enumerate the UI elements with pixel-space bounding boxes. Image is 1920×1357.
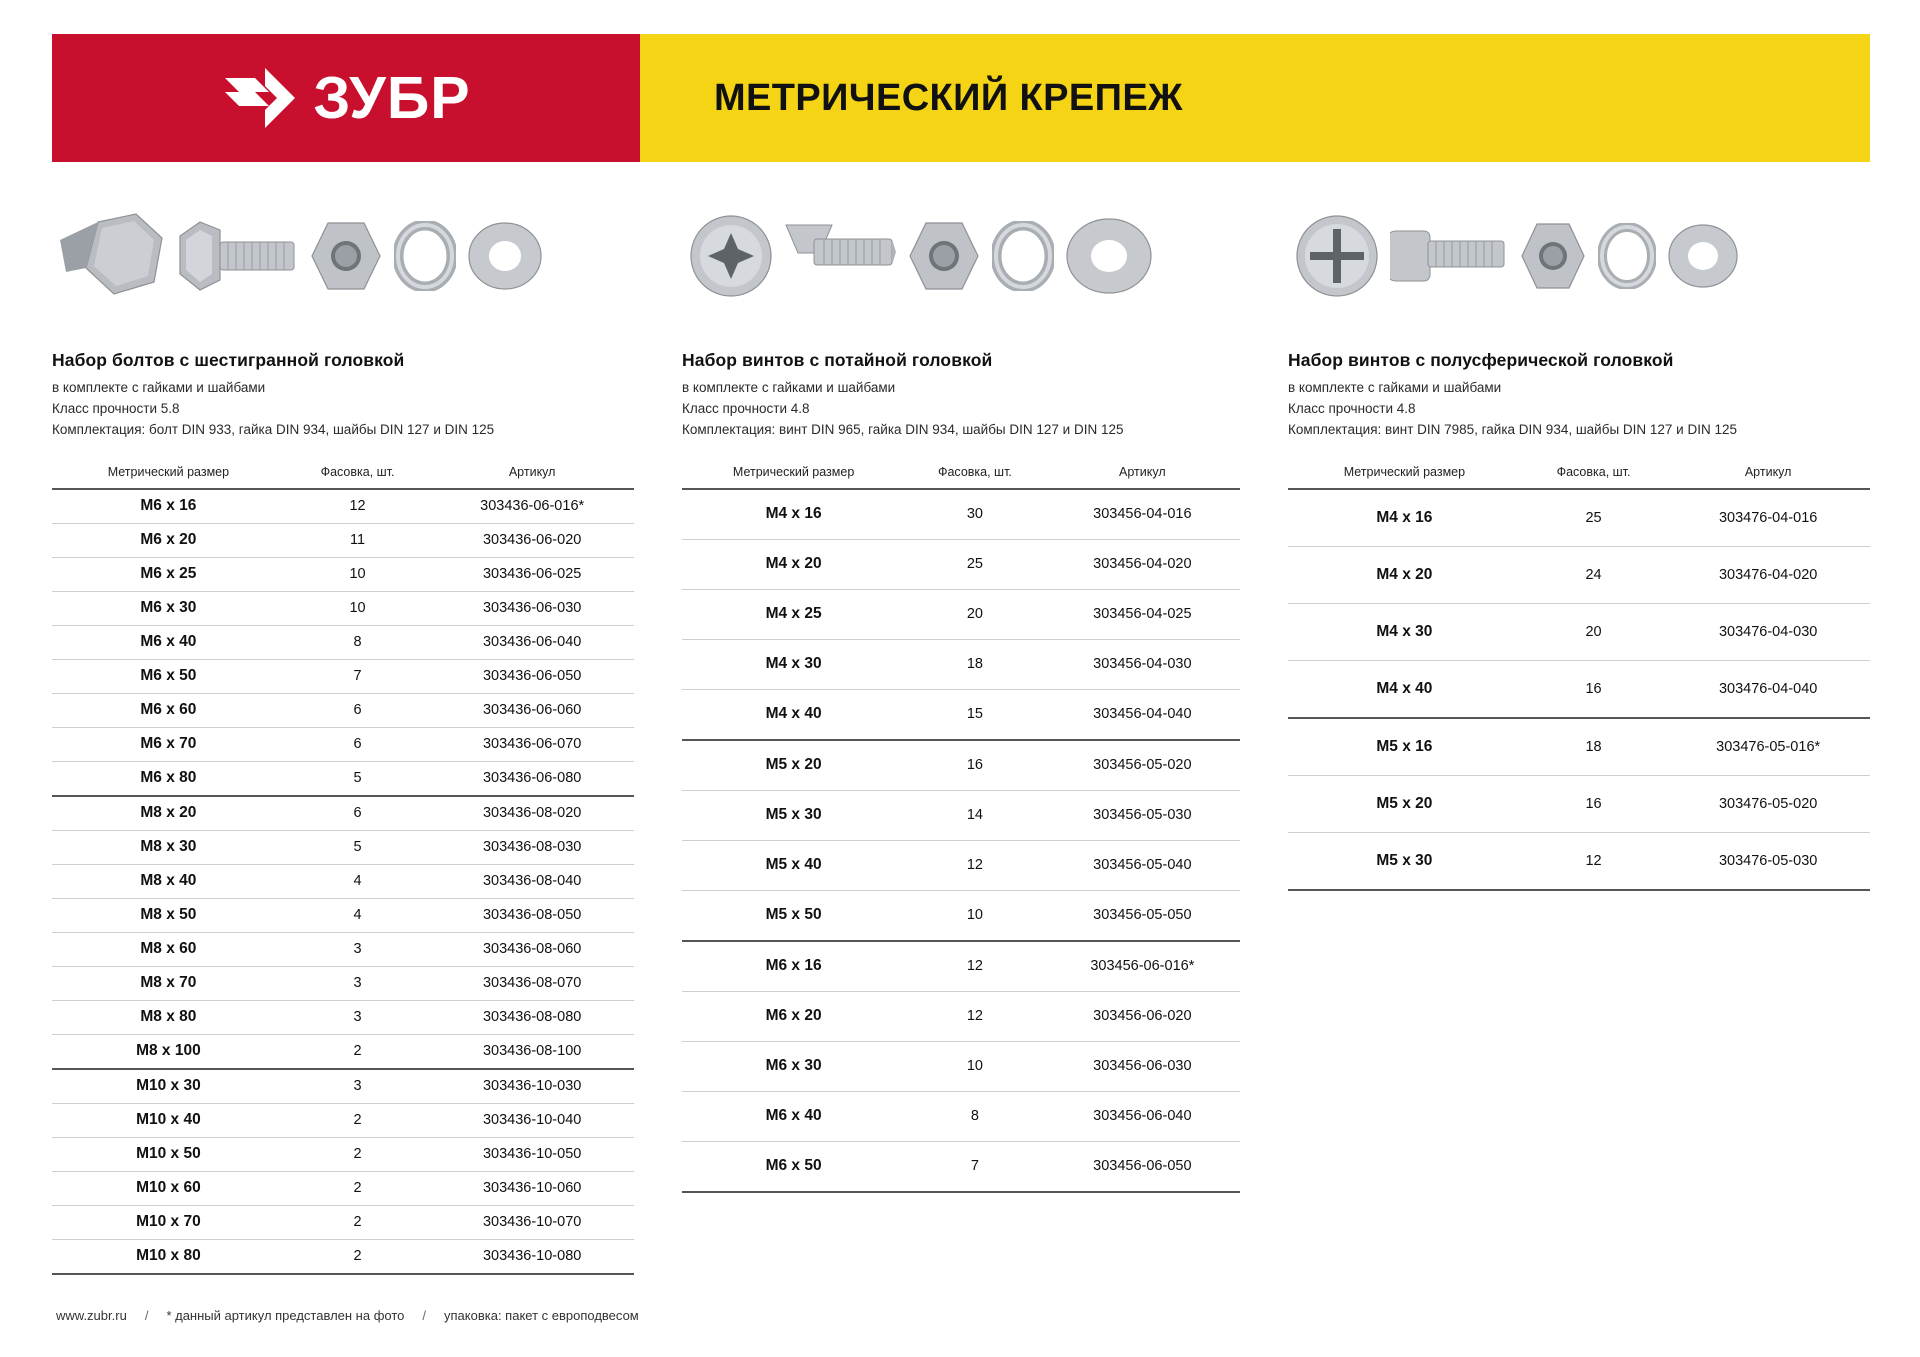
table-row	[1288, 546, 1870, 603]
page-footer	[56, 1308, 639, 1323]
cell-qty: 2	[285, 1034, 431, 1069]
table-row	[52, 898, 634, 932]
spring-washer-icon	[1598, 223, 1656, 289]
set-subtitle-3: Комплектация: винт DIN 965, гайка DIN 934, шайбы DIN 127 и DIN 125	[682, 421, 1124, 437]
cell-qty: 12	[905, 991, 1045, 1041]
table-row	[52, 966, 634, 1000]
table-row	[52, 1103, 634, 1137]
cell-sku: 303436-10-050	[430, 1137, 634, 1171]
flat-washer-icon	[1666, 222, 1740, 290]
table-row	[52, 557, 634, 591]
cell-qty: 3	[285, 966, 431, 1000]
product-table-pan-head-screws	[1288, 459, 1870, 891]
cell-qty: 2	[285, 1171, 431, 1205]
table-row	[52, 1171, 634, 1205]
cell-size: M6 x 25	[52, 557, 285, 591]
table-row	[52, 864, 634, 898]
table-row	[682, 489, 1240, 540]
cell-qty: 30	[905, 489, 1045, 540]
cell-qty: 6	[285, 727, 431, 761]
table-row	[682, 689, 1240, 740]
set-subtitle-2: Класс прочности 5.8	[52, 400, 180, 416]
cell-sku: 303456-05-030	[1045, 790, 1240, 840]
countersunk-screw-icon	[784, 213, 896, 299]
cell-qty: 7	[905, 1141, 1045, 1192]
cell-size: M8 x 50	[52, 898, 285, 932]
hex-nut-icon	[1518, 219, 1588, 293]
cell-size: M6 x 40	[52, 625, 285, 659]
table-row	[682, 539, 1240, 589]
table-body	[682, 489, 1240, 1192]
brand-logo-block	[52, 34, 640, 162]
cell-size: M8 x 20	[52, 796, 285, 831]
table-row	[682, 639, 1240, 689]
cell-size: M4 x 20	[682, 539, 905, 589]
cell-qty: 10	[285, 591, 431, 625]
product-table-hex-bolts	[52, 459, 634, 1275]
cell-size: M5 x 30	[682, 790, 905, 840]
product-image-strip	[682, 196, 1240, 316]
hex-nut-icon	[906, 217, 982, 295]
hex-bolt-icon	[176, 210, 298, 302]
cell-qty: 12	[1521, 832, 1667, 890]
cell-size: M6 x 50	[682, 1141, 905, 1192]
table-row	[52, 625, 634, 659]
table-row	[52, 932, 634, 966]
column-header-sku: Артикул	[1045, 459, 1240, 489]
cell-qty: 16	[905, 740, 1045, 791]
cell-sku: 303456-05-020	[1045, 740, 1240, 791]
cell-size: M5 x 20	[1288, 775, 1521, 832]
cell-size: M6 x 30	[682, 1041, 905, 1091]
cell-sku: 303456-06-030	[1045, 1041, 1240, 1091]
cell-size: M6 x 20	[682, 991, 905, 1041]
cell-sku: 303436-10-030	[430, 1069, 634, 1104]
cell-sku: 303436-08-050	[430, 898, 634, 932]
cell-qty: 2	[285, 1103, 431, 1137]
cell-size: M4 x 16	[1288, 489, 1521, 547]
cell-sku: 303436-08-040	[430, 864, 634, 898]
cell-qty: 11	[285, 523, 431, 557]
column-header-qty: Фасовка, шт.	[1521, 459, 1667, 489]
product-image-strip	[52, 196, 634, 316]
cell-size: M10 x 50	[52, 1137, 285, 1171]
table-row	[52, 489, 634, 524]
cell-sku: 303436-06-020	[430, 523, 634, 557]
table-row	[52, 1137, 634, 1171]
cell-qty: 12	[285, 489, 431, 524]
set-subtitle-1: в комплекте с гайками и шайбами	[1288, 380, 1502, 395]
pan-head-screw-icon	[1390, 213, 1508, 299]
table-header-row	[1288, 459, 1870, 489]
column-header-qty: Фасовка, шт.	[285, 459, 431, 489]
table-row	[52, 523, 634, 557]
cell-sku: 303456-06-016*	[1045, 941, 1240, 992]
cell-qty: 4	[285, 864, 431, 898]
cell-sku: 303456-05-050	[1045, 890, 1240, 941]
cell-qty: 10	[905, 890, 1045, 941]
footer-separator-1: /	[144, 1308, 149, 1323]
cell-sku: 303436-08-020	[430, 796, 634, 831]
cell-sku: 303436-06-080	[430, 761, 634, 796]
table-row	[682, 740, 1240, 791]
cell-sku: 303436-10-040	[430, 1103, 634, 1137]
cell-sku: 303456-04-030	[1045, 639, 1240, 689]
cell-sku: 303436-10-070	[430, 1205, 634, 1239]
cell-sku: 303476-04-040	[1666, 660, 1870, 718]
cell-size: M5 x 20	[682, 740, 905, 791]
footer-separator-2: /	[422, 1308, 427, 1323]
cell-sku: 303436-06-070	[430, 727, 634, 761]
table-row	[682, 790, 1240, 840]
cell-qty: 16	[1521, 660, 1667, 718]
cell-qty: 18	[905, 639, 1045, 689]
cell-sku: 303436-10-060	[430, 1171, 634, 1205]
table-row	[682, 589, 1240, 639]
zubr-arrow-logo-icon	[221, 62, 299, 134]
set-subtitle-2: Класс прочности 4.8	[1288, 400, 1416, 416]
hex-bolt-head-icon	[58, 206, 166, 306]
cell-sku: 303476-05-020	[1666, 775, 1870, 832]
table-row	[52, 830, 634, 864]
cell-qty: 5	[285, 761, 431, 796]
product-image-strip	[1288, 196, 1870, 316]
set-title: Набор болтов с шестигранной головкой	[52, 350, 405, 370]
table-row	[682, 840, 1240, 890]
cell-sku: 303436-08-030	[430, 830, 634, 864]
cell-size: M6 x 30	[52, 591, 285, 625]
column-header-size: Метрический размер	[52, 459, 285, 489]
table-row	[52, 727, 634, 761]
cell-size: M4 x 30	[1288, 603, 1521, 660]
flat-washer-icon	[466, 220, 544, 292]
page-title: МЕТРИЧЕСКИЙ КРЕПЕЖ	[714, 76, 1183, 119]
column-header-sku: Артикул	[430, 459, 634, 489]
cell-qty: 3	[285, 932, 431, 966]
table-row	[52, 1239, 634, 1274]
cell-qty: 8	[285, 625, 431, 659]
cell-qty: 2	[285, 1137, 431, 1171]
cell-sku: 303436-08-070	[430, 966, 634, 1000]
table-header-row	[682, 459, 1240, 489]
spring-washer-icon	[394, 221, 456, 291]
cell-size: M6 x 70	[52, 727, 285, 761]
pan-screw-head-icon	[1294, 213, 1380, 299]
hex-nut-icon	[308, 217, 384, 295]
cell-size: M10 x 60	[52, 1171, 285, 1205]
cell-qty: 25	[905, 539, 1045, 589]
cell-sku: 303436-06-025	[430, 557, 634, 591]
footer-note-packaging: упаковка: пакет с европодвесом	[444, 1308, 639, 1323]
cell-size: M5 x 30	[1288, 832, 1521, 890]
cell-sku: 303436-08-080	[430, 1000, 634, 1034]
website-link[interactable]: www.zubr.ru	[56, 1308, 127, 1323]
cell-qty: 25	[1521, 489, 1667, 547]
set-subtitle-3: Комплектация: болт DIN 933, гайка DIN 934, шайбы DIN 127 и DIN 125	[52, 421, 495, 437]
cell-qty: 12	[905, 840, 1045, 890]
cell-size: M4 x 40	[682, 689, 905, 740]
column-header-size: Метрический размер	[682, 459, 905, 489]
table-row	[52, 1034, 634, 1069]
cell-sku: 303476-04-016	[1666, 489, 1870, 547]
cell-qty: 6	[285, 796, 431, 831]
cell-size: M10 x 30	[52, 1069, 285, 1104]
cell-sku: 303476-04-030	[1666, 603, 1870, 660]
table-header-row	[52, 459, 634, 489]
cell-qty: 15	[905, 689, 1045, 740]
cell-size: M8 x 60	[52, 932, 285, 966]
cell-size: M6 x 40	[682, 1091, 905, 1141]
cell-qty: 20	[1521, 603, 1667, 660]
cell-sku: 303436-10-080	[430, 1239, 634, 1274]
cell-qty: 16	[1521, 775, 1667, 832]
table-row	[1288, 660, 1870, 718]
product-column-hex-bolts	[52, 196, 658, 1275]
set-subtitle-1: в комплекте с гайками и шайбами	[682, 380, 896, 395]
cell-qty: 2	[285, 1239, 431, 1274]
cell-size: M6 x 60	[52, 693, 285, 727]
cell-size: M10 x 70	[52, 1205, 285, 1239]
cell-size: M6 x 16	[52, 489, 285, 524]
cell-sku: 303456-04-025	[1045, 589, 1240, 639]
cell-qty: 10	[905, 1041, 1045, 1091]
cell-size: M5 x 16	[1288, 718, 1521, 776]
cell-size: M8 x 70	[52, 966, 285, 1000]
cell-qty: 20	[905, 589, 1045, 639]
cell-qty: 10	[285, 557, 431, 591]
table-row	[682, 1091, 1240, 1141]
cell-sku: 303456-06-020	[1045, 991, 1240, 1041]
table-row	[682, 890, 1240, 941]
cell-size: M4 x 16	[682, 489, 905, 540]
cell-qty: 6	[285, 693, 431, 727]
table-row	[52, 1069, 634, 1104]
table-row	[52, 796, 634, 831]
table-row	[682, 1041, 1240, 1091]
cell-sku: 303476-04-020	[1666, 546, 1870, 603]
set-title: Набор винтов с полусферической головкой	[1288, 350, 1674, 370]
set-title: Набор винтов с потайной головкой	[682, 350, 993, 370]
set-subtitle-3: Комплектация: винт DIN 7985, гайка DIN 934, шайбы DIN 127 и DIN 125	[1288, 421, 1737, 437]
cell-sku: 303456-04-020	[1045, 539, 1240, 589]
cell-size: M10 x 80	[52, 1239, 285, 1274]
table-row	[52, 659, 634, 693]
cell-sku: 303436-06-040	[430, 625, 634, 659]
cell-sku: 303456-04-016	[1045, 489, 1240, 540]
flat-washer-icon	[1064, 216, 1154, 296]
cell-qty: 14	[905, 790, 1045, 840]
cell-size: M10 x 40	[52, 1103, 285, 1137]
cell-qty: 3	[285, 1069, 431, 1104]
table-row	[1288, 603, 1870, 660]
cell-qty: 4	[285, 898, 431, 932]
table-row	[1288, 832, 1870, 890]
column-header-sku: Артикул	[1666, 459, 1870, 489]
set-subtitle-2: Класс прочности 4.8	[682, 400, 810, 416]
cell-qty: 18	[1521, 718, 1667, 776]
cell-qty: 24	[1521, 546, 1667, 603]
cell-sku: 303436-06-060	[430, 693, 634, 727]
cell-size: M6 x 20	[52, 523, 285, 557]
product-column-pan-head-screws	[1264, 196, 1870, 1275]
cell-sku: 303436-08-060	[430, 932, 634, 966]
cell-qty: 3	[285, 1000, 431, 1034]
product-columns	[52, 196, 1870, 1275]
table-row	[52, 591, 634, 625]
spring-washer-icon	[992, 221, 1054, 291]
table-row	[1288, 489, 1870, 547]
countersunk-screw-head-icon	[688, 213, 774, 299]
product-table-countersunk-screws	[682, 459, 1240, 1193]
cell-sku: 303436-08-100	[430, 1034, 634, 1069]
cell-size: M4 x 25	[682, 589, 905, 639]
cell-qty: 5	[285, 830, 431, 864]
table-row	[682, 1141, 1240, 1192]
table-row	[52, 761, 634, 796]
set-subtitle-1: в комплекте с гайками и шайбами	[52, 380, 266, 395]
cell-size: M8 x 100	[52, 1034, 285, 1069]
page-title-block	[640, 34, 1870, 162]
cell-qty: 2	[285, 1205, 431, 1239]
cell-sku: 303456-06-040	[1045, 1091, 1240, 1141]
cell-qty: 8	[905, 1091, 1045, 1141]
cell-size: M8 x 40	[52, 864, 285, 898]
page-header	[52, 34, 1870, 162]
table-row	[682, 941, 1240, 992]
brand-name: ЗУБР	[313, 64, 471, 131]
cell-sku: 303436-06-050	[430, 659, 634, 693]
cell-size: M6 x 16	[682, 941, 905, 992]
cell-qty: 7	[285, 659, 431, 693]
footer-note-photo: * данный артикул представлен на фото	[166, 1308, 405, 1323]
cell-size: M5 x 50	[682, 890, 905, 941]
product-column-countersunk-screws	[658, 196, 1264, 1275]
cell-size: M4 x 30	[682, 639, 905, 689]
table-body	[52, 489, 634, 1274]
cell-sku: 303476-05-030	[1666, 832, 1870, 890]
cell-size: M4 x 40	[1288, 660, 1521, 718]
table-row	[682, 991, 1240, 1041]
column-header-qty: Фасовка, шт.	[905, 459, 1045, 489]
cell-sku: 303456-04-040	[1045, 689, 1240, 740]
cell-sku: 303436-06-030	[430, 591, 634, 625]
table-row	[52, 693, 634, 727]
table-row	[52, 1205, 634, 1239]
cell-size: M6 x 80	[52, 761, 285, 796]
cell-sku: 303436-06-016*	[430, 489, 634, 524]
table-body	[1288, 489, 1870, 890]
cell-size: M4 x 20	[1288, 546, 1521, 603]
cell-size: M5 x 40	[682, 840, 905, 890]
table-row	[1288, 718, 1870, 776]
table-row	[52, 1000, 634, 1034]
cell-size: M6 x 50	[52, 659, 285, 693]
table-row	[1288, 775, 1870, 832]
cell-size: M8 x 80	[52, 1000, 285, 1034]
cell-size: M8 x 30	[52, 830, 285, 864]
cell-qty: 12	[905, 941, 1045, 992]
column-header-size: Метрический размер	[1288, 459, 1521, 489]
cell-sku: 303476-05-016*	[1666, 718, 1870, 776]
cell-sku: 303456-06-050	[1045, 1141, 1240, 1192]
cell-sku: 303456-05-040	[1045, 840, 1240, 890]
